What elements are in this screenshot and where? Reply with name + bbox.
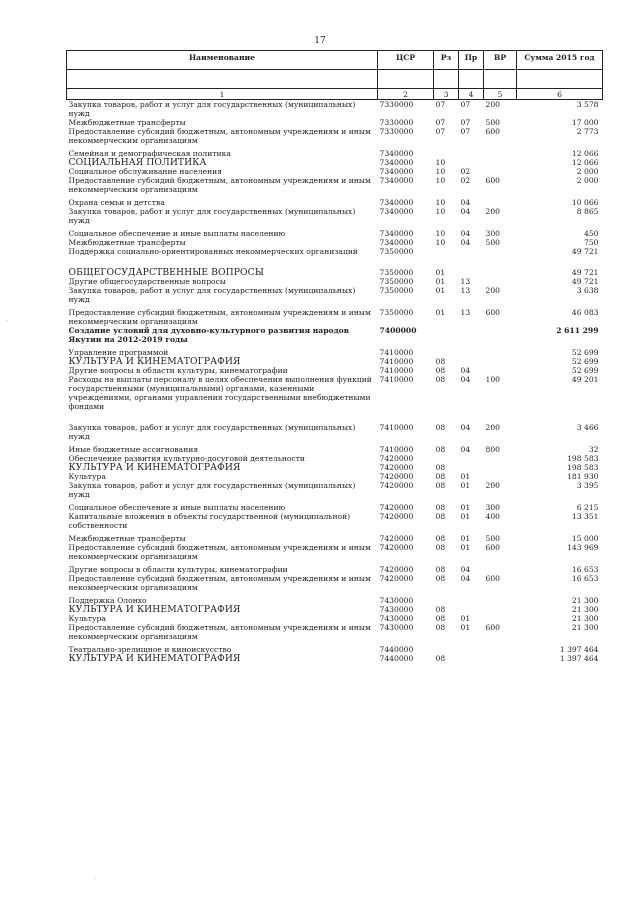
row-vr: 200 <box>485 481 500 490</box>
column-number: 1 <box>67 89 378 100</box>
row-rz <box>434 326 459 344</box>
header-row <box>67 51 603 70</box>
table-row <box>67 574 603 592</box>
row-pr <box>459 344 484 357</box>
row-sum: 3 466 <box>576 423 599 432</box>
row-pr <box>459 256 484 277</box>
row-vr <box>484 158 517 167</box>
row-vr <box>484 344 517 357</box>
row-csr: 7430000 <box>379 623 414 632</box>
row-vr: 200 <box>485 100 500 109</box>
row-vr: 600 <box>485 623 500 632</box>
row-pr: 04 <box>460 375 471 384</box>
row-sum: 15 000 <box>571 534 599 543</box>
header-spacer <box>67 70 603 89</box>
row-csr: 7420000 <box>379 481 414 490</box>
table-row <box>67 286 603 304</box>
row-name: Другие вопросы в области культуры, кинематографии <box>68 565 288 574</box>
row-vr <box>484 472 517 481</box>
row-name: Культура <box>68 614 106 623</box>
row-csr: 7340000 <box>379 158 414 167</box>
row-sum: 21 300 <box>571 623 599 632</box>
row-csr: 7330000 <box>379 127 414 136</box>
row-name: Предоставление субсидий бюджетным, автономным учреждениям и иным некоммерческим организациям <box>68 543 371 561</box>
row-vr: 400 <box>485 512 500 521</box>
table-row <box>67 366 603 375</box>
row-csr: 7430000 <box>379 596 414 605</box>
table-row <box>67 207 603 225</box>
table-row <box>67 247 603 256</box>
table-row <box>67 225 603 238</box>
row-sum: 198 583 <box>567 463 599 472</box>
row-name: Театрально-зрелищное и киноискусство <box>68 645 232 654</box>
row-rz: 08 <box>435 445 446 454</box>
table-row <box>67 561 603 574</box>
row-name: Семейная и демографическая политика <box>68 149 231 158</box>
table-row <box>67 512 603 530</box>
row-sum: 21 300 <box>571 596 599 605</box>
row-csr: 7410000 <box>379 357 414 366</box>
row-name: Предоставление субсидий бюджетным, автономным учреждениям и иным некоммерческим организациям <box>68 308 371 326</box>
row-name: Межбюджетные трансферты <box>68 534 186 543</box>
row-rz: 01 <box>435 277 446 286</box>
row-sum: 49 721 <box>571 268 599 277</box>
row-pr: 04 <box>460 207 471 216</box>
row-pr <box>459 158 484 167</box>
row-rz: 10 <box>435 167 446 176</box>
row-csr: 7420000 <box>379 534 414 543</box>
row-rz: 10 <box>435 176 446 185</box>
row-csr: 7350000 <box>379 277 414 286</box>
row-pr: 04 <box>460 198 471 207</box>
table-row <box>67 256 603 277</box>
table-body <box>67 100 603 664</box>
row-name: Закупка товаров, работ и услуг для государственных (муниципальных) нужд <box>68 481 356 499</box>
row-vr: 600 <box>485 308 500 317</box>
row-name: Другие общегосударственные вопросы <box>68 277 226 286</box>
row-csr: 7420000 <box>379 503 414 512</box>
row-pr: 04 <box>460 574 471 583</box>
row-sum: 1 397 464 <box>559 645 599 654</box>
row-vr: 200 <box>485 207 500 216</box>
row-name: Закупка товаров, работ и услуг для государственных (муниципальных) нужд <box>68 286 356 304</box>
row-vr <box>484 641 517 654</box>
row-name: КУЛЬТУРА И КИНЕМАТОГРАФИЯ <box>68 604 241 615</box>
row-vr <box>484 145 517 158</box>
row-sum: 10 066 <box>571 198 599 207</box>
row-csr: 7430000 <box>379 605 414 614</box>
row-csr: 7410000 <box>379 375 414 384</box>
row-rz: 08 <box>435 375 446 384</box>
row-name: Социальное обслуживание населения <box>68 167 222 176</box>
table-row <box>67 441 603 454</box>
row-name: Предоставление субсидий бюджетным, автономным учреждениям и иным некоммерческим организациям <box>68 574 371 592</box>
row-name: СОЦИАЛЬНАЯ ПОЛИТИКА <box>68 157 207 168</box>
table-row <box>67 326 603 344</box>
row-csr: 7330000 <box>379 118 414 127</box>
row-csr: 7350000 <box>379 308 414 317</box>
row-csr: 7350000 <box>379 247 414 256</box>
row-rz: 08 <box>435 472 446 481</box>
table-row <box>67 277 603 286</box>
row-csr: 7340000 <box>379 167 414 176</box>
row-vr: 600 <box>485 543 500 552</box>
row-csr: 7340000 <box>379 207 414 216</box>
row-csr: 7330000 <box>379 100 414 109</box>
row-rz: 08 <box>435 614 446 623</box>
row-sum: 6 215 <box>576 503 599 512</box>
row-name: Охрана семьи и детства <box>68 198 165 207</box>
row-vr <box>484 654 517 663</box>
page-number: 17 <box>314 36 326 46</box>
row-name: Закупка товаров, работ и услуг для государственных (муниципальных) нужд <box>68 100 356 118</box>
table-row <box>67 100 603 119</box>
row-rz: 08 <box>435 623 446 632</box>
row-csr: 7420000 <box>379 463 414 472</box>
row-vr: 600 <box>485 127 500 136</box>
row-csr: 7410000 <box>379 366 414 375</box>
margin-mark: · <box>94 876 96 883</box>
table-row <box>67 654 603 663</box>
row-sum: 3 578 <box>576 100 599 109</box>
row-name: Межбюджетные трансферты <box>68 118 186 127</box>
row-rz: 01 <box>435 308 446 317</box>
row-csr: 7350000 <box>379 286 414 295</box>
row-vr <box>484 454 517 463</box>
row-rz: 08 <box>435 543 446 552</box>
row-rz: 08 <box>435 481 446 490</box>
row-csr: 7420000 <box>379 543 414 552</box>
row-vr: 300 <box>485 229 500 238</box>
row-vr <box>484 463 517 472</box>
row-pr: 04 <box>460 238 471 247</box>
row-sum: 3 395 <box>576 481 599 490</box>
row-pr: 04 <box>460 423 471 432</box>
row-pr: 04 <box>460 366 471 375</box>
row-sum: 181 930 <box>567 472 599 481</box>
row-sum: 12 066 <box>571 158 599 167</box>
row-pr <box>459 145 484 158</box>
row-rz <box>434 454 459 463</box>
row-sum: 2 000 <box>576 176 599 185</box>
row-vr: 600 <box>485 176 500 185</box>
row-name: Закупка товаров, работ и услуг для государственных (муниципальных) нужд <box>68 423 356 441</box>
row-rz: 08 <box>435 565 446 574</box>
row-sum: 2 773 <box>576 127 599 136</box>
row-sum: 3 638 <box>576 286 599 295</box>
row-name: Обеспечение развития культурно-досуговой деятельности <box>68 454 305 463</box>
row-name: Предоставление субсидий бюджетным, автономным учреждениям и иным некоммерческим организациям <box>68 127 371 145</box>
table-row <box>67 605 603 614</box>
row-rz <box>434 592 459 605</box>
header-vr: ВР <box>484 51 517 70</box>
row-rz <box>434 247 459 256</box>
row-sum: 1 397 464 <box>559 654 599 663</box>
row-pr: 02 <box>460 176 471 185</box>
row-pr: 13 <box>460 308 471 317</box>
row-sum: 52 699 <box>571 357 599 366</box>
row-pr: 07 <box>460 127 471 136</box>
row-vr: 500 <box>485 118 500 127</box>
row-sum: 2 000 <box>576 167 599 176</box>
table-row <box>67 472 603 481</box>
table-row <box>67 118 603 127</box>
row-csr: 7410000 <box>379 348 414 357</box>
row-name: Расходы на выплаты персоналу в целях обеспечения выполнения функций государственными (муниципальными) органами, казенными учреждениями, органами управления государственными внебюджетными фондами <box>68 375 372 411</box>
row-rz: 07 <box>435 100 446 109</box>
row-vr: 300 <box>485 503 500 512</box>
row-csr: 7440000 <box>379 645 414 654</box>
row-csr: 7420000 <box>379 565 414 574</box>
row-vr: 600 <box>485 574 500 583</box>
row-csr: 7430000 <box>379 614 414 623</box>
column-number: 3 <box>434 89 459 100</box>
row-csr: 7350000 <box>379 268 414 277</box>
row-csr: 7400000 <box>379 326 417 335</box>
row-rz: 10 <box>435 198 446 207</box>
row-rz: 08 <box>435 534 446 543</box>
column-number-row <box>67 89 603 100</box>
row-pr: 04 <box>460 229 471 238</box>
row-vr <box>484 247 517 256</box>
table-row <box>67 375 603 411</box>
column-number: 6 <box>517 89 603 100</box>
row-csr: 7420000 <box>379 574 414 583</box>
row-rz: 08 <box>435 423 446 432</box>
row-name: Предоставление субсидий бюджетным, автономным учреждениям и иным некоммерческим организациям <box>68 623 371 641</box>
row-sum: 52 699 <box>571 348 599 357</box>
row-csr: 7420000 <box>379 454 414 463</box>
row-pr: 01 <box>460 534 471 543</box>
row-csr: 7340000 <box>379 229 414 238</box>
row-pr <box>459 326 484 344</box>
table-row <box>67 167 603 176</box>
table-row <box>67 614 603 623</box>
row-pr: 01 <box>460 614 471 623</box>
row-sum: 21 300 <box>571 614 599 623</box>
row-pr: 01 <box>460 623 471 632</box>
table-row <box>67 530 603 543</box>
row-rz: 10 <box>435 207 446 216</box>
row-name: Межбюджетные трансферты <box>68 238 186 247</box>
row-sum: 750 <box>584 238 599 247</box>
header-name: Наименование <box>67 51 378 70</box>
row-csr: 7440000 <box>379 654 414 663</box>
budget-table <box>66 50 603 663</box>
row-sum: 16 653 <box>571 565 599 574</box>
row-csr: 7340000 <box>379 238 414 247</box>
row-sum: 21 300 <box>571 605 599 614</box>
table-row <box>67 623 603 641</box>
row-rz <box>434 641 459 654</box>
row-vr <box>484 326 517 344</box>
row-sum: 17 000 <box>571 118 599 127</box>
table-row <box>67 357 603 366</box>
row-name: Поддержка Олонхо <box>68 596 147 605</box>
row-rz: 07 <box>435 118 446 127</box>
table-row <box>67 304 603 326</box>
table-row <box>67 158 603 167</box>
row-sum: 52 699 <box>571 366 599 375</box>
table-row <box>67 194 603 207</box>
row-sum: 2 611 299 <box>556 326 599 335</box>
header-rz: Рз <box>434 51 459 70</box>
row-vr <box>484 605 517 614</box>
row-pr: 01 <box>460 472 471 481</box>
table-row <box>67 127 603 145</box>
row-sum: 16 653 <box>571 574 599 583</box>
row-rz: 10 <box>435 238 446 247</box>
row-name: Закупка товаров, работ и услуг для государственных (муниципальных) нужд <box>68 207 356 225</box>
table-row <box>67 238 603 247</box>
row-name: Предоставление субсидий бюджетным, автономным учреждениям и иным некоммерческим организациям <box>68 176 371 194</box>
row-rz: 10 <box>435 229 446 238</box>
row-rz: 10 <box>435 158 446 167</box>
row-pr: 01 <box>460 481 471 490</box>
table-row <box>67 499 603 512</box>
row-rz: 08 <box>435 503 446 512</box>
row-name: Иные бюджетные ассигнования <box>68 445 199 454</box>
row-csr: 7410000 <box>379 423 414 432</box>
row-name: КУЛЬТУРА И КИНЕМАТОГРАФИЯ <box>68 653 241 664</box>
row-vr <box>484 614 517 623</box>
row-rz: 08 <box>435 574 446 583</box>
row-pr: 13 <box>460 286 471 295</box>
row-csr: 7340000 <box>379 198 414 207</box>
row-pr <box>459 454 484 463</box>
row-csr: 7410000 <box>379 445 414 454</box>
row-sum: 12 066 <box>571 149 599 158</box>
table-row <box>67 463 603 472</box>
row-name: Управление программой <box>68 348 169 357</box>
row-rz: 08 <box>435 357 446 366</box>
row-rz: 01 <box>435 286 446 295</box>
row-pr <box>459 357 484 366</box>
table-row <box>67 481 603 499</box>
row-csr: 7340000 <box>379 176 414 185</box>
row-sum: 450 <box>584 229 599 238</box>
row-vr: 500 <box>485 238 500 247</box>
row-vr <box>484 256 517 277</box>
row-vr <box>484 366 517 375</box>
row-name: Социальное обеспечение и иные выплаты населению <box>68 229 286 238</box>
row-vr: 800 <box>485 445 500 454</box>
row-csr: 7340000 <box>379 149 414 158</box>
column-number: 5 <box>484 89 517 100</box>
row-vr: 100 <box>485 375 500 384</box>
row-pr: 01 <box>460 512 471 521</box>
row-pr <box>459 592 484 605</box>
row-vr <box>484 167 517 176</box>
row-sum: 49 721 <box>571 277 599 286</box>
row-name: КУЛЬТУРА И КИНЕМАТОГРАФИЯ <box>68 356 241 367</box>
row-pr <box>459 654 484 663</box>
header-sum: Сумма 2015 год <box>517 51 603 70</box>
row-rz: 08 <box>435 463 446 472</box>
table-row <box>67 543 603 561</box>
row-pr: 01 <box>460 543 471 552</box>
row-vr: 500 <box>485 534 500 543</box>
row-pr: 04 <box>460 445 471 454</box>
row-sum: 46 083 <box>571 308 599 317</box>
row-pr: 07 <box>460 118 471 127</box>
row-rz: 08 <box>435 605 446 614</box>
row-pr <box>459 641 484 654</box>
row-csr: 7420000 <box>379 512 414 521</box>
margin-mark: · <box>6 318 8 325</box>
row-pr <box>459 605 484 614</box>
row-sum: 143 969 <box>567 543 599 552</box>
row-pr: 02 <box>460 167 471 176</box>
row-vr <box>484 277 517 286</box>
header-pr: Пр <box>459 51 484 70</box>
row-sum: 198 583 <box>567 454 599 463</box>
row-vr <box>484 357 517 366</box>
row-vr: 200 <box>485 423 500 432</box>
header-csr: ЦСР <box>378 51 434 70</box>
table-row <box>67 411 603 441</box>
row-name: КУЛЬТУРА И КИНЕМАТОГРАФИЯ <box>68 462 241 473</box>
row-vr: 200 <box>485 286 500 295</box>
row-pr <box>459 247 484 256</box>
row-name: Другие вопросы в области культуры, кинематографии <box>68 366 288 375</box>
row-sum: 49 721 <box>571 247 599 256</box>
row-rz: 08 <box>435 366 446 375</box>
row-name: Культура <box>68 472 106 481</box>
column-number: 4 <box>459 89 484 100</box>
row-pr: 04 <box>460 565 471 574</box>
row-pr: 01 <box>460 503 471 512</box>
row-rz: 08 <box>435 654 446 663</box>
row-sum: 8 865 <box>576 207 599 216</box>
row-sum: 13 351 <box>571 512 599 521</box>
row-vr <box>484 592 517 605</box>
column-number: 2 <box>378 89 434 100</box>
row-rz: 08 <box>435 512 446 521</box>
row-rz <box>434 145 459 158</box>
row-rz: 07 <box>435 127 446 136</box>
row-vr <box>484 194 517 207</box>
row-name: Создание условий для духовно-культурного развития народов Якутии на 2012-2019 годы <box>68 326 349 344</box>
table-row <box>67 176 603 194</box>
row-pr: 13 <box>460 277 471 286</box>
row-name: Социальное обеспечение и иные выплаты населению <box>68 503 286 512</box>
row-sum: 32 <box>588 445 599 454</box>
row-name: ОБЩЕГОСУДАРСТВЕННЫЕ ВОПРОСЫ <box>68 267 264 278</box>
row-rz: 01 <box>435 268 446 277</box>
row-sum: 49 201 <box>571 375 599 384</box>
row-rz <box>434 344 459 357</box>
row-vr <box>484 561 517 574</box>
row-pr <box>459 463 484 472</box>
row-name: Капитальные вложения в объекты государственной (муниципальной) собственности <box>68 512 351 530</box>
row-name: Поддержка социально-ориентированных некоммерческих организаций <box>68 247 358 256</box>
row-csr: 7420000 <box>379 472 414 481</box>
row-pr: 07 <box>460 100 471 109</box>
